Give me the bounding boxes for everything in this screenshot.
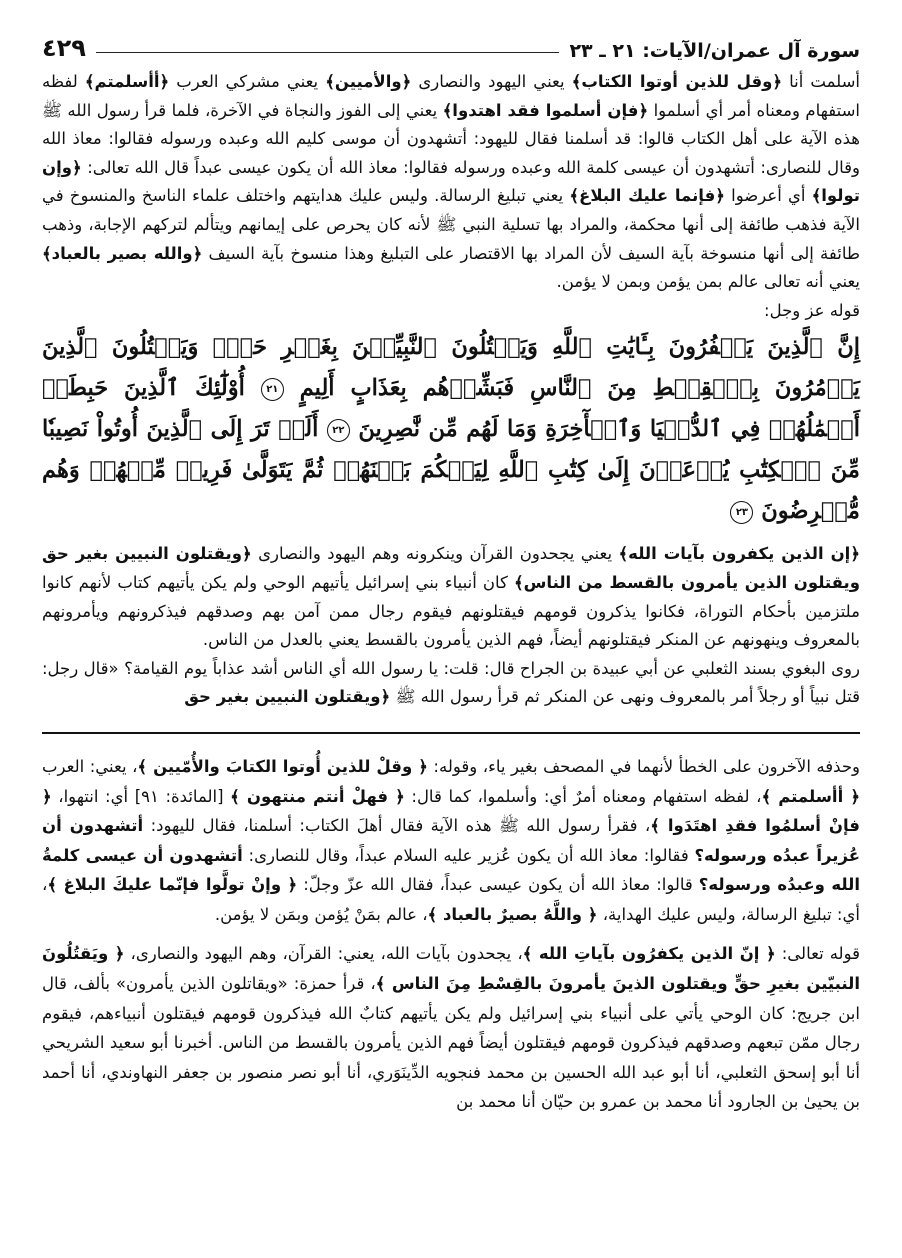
header-rule bbox=[96, 52, 559, 53]
text-run: ، أي: تبليغ الرسالة، وليس عليك الهداية، bbox=[42, 875, 860, 924]
quoted-verse: ﴿ أأسلمتم ﴾ bbox=[761, 786, 860, 806]
footnote-paragraph bbox=[42, 752, 860, 930]
text-run: ، قرأ حمزة: «ويقاتلون الذين يأمرون» بألف، قال ابن جريج: كان الوحي يأتي على أنبياء بني إسرائيل ولم يكن يأتيهم كتابٌ الله فيذكرون قومهم فيقتلون أنبياءهم، فيقوم رجال ممّن تبعهم وصدقهم فيذكرون قومهم فيقتلون أيضاً فهم الذين يأمرون بالقسط من الناس. أخبرنا أبو سعيد الشريحي أنا أبو إسحق الثعلبي، أنا أبو عبد الله الحسين بن محمد فنجويه الدِّينَوَري، أنا أبو نصر منصور بن جعفر النهاوندي، أنا أحمد بن يحيىٰ بن الجارود أنا محمد بن عمرو بن حيّان أنا محمد بن bbox=[42, 974, 860, 1112]
page-header bbox=[42, 22, 860, 62]
text-run: كان أنبياء بني إسرائيل يأتيهم الوحي ولم يكن يأتيهم كتاب لأنهم كانوا ملتزمين بأحكام التوراة، فكانوا يذكرون قومهم فيقتلونهم فيقوم رجال ممن آمن بهم وصدقهم فيذكرونهم ويأمرونهم بالمعروف وينهونهم عن المنكر فيقتلونهم أيضاً، فهم الذين يأمرون بالقسط يعني بالعدل من الناس. bbox=[42, 572, 860, 650]
text-run: أسلمت أنا bbox=[782, 72, 861, 91]
text-run: يعني مشركي العرب bbox=[169, 72, 326, 91]
quoted-verse: ﴿والله بصير بالعباد﴾ bbox=[42, 243, 203, 263]
quoted-verse: ﴿أأسلمتم﴾ bbox=[84, 72, 170, 91]
commentary-paragraph bbox=[42, 540, 860, 654]
quoted-verse: ﴿ إنّ الذين يكفرُون بآياتِ الله ﴾ bbox=[522, 944, 776, 964]
text-run: ، لفظه استفهام ومعناه أمرٌ أي: وأسلموا، كما قال: bbox=[404, 786, 762, 806]
text-run: قوله تعالى: bbox=[775, 944, 860, 964]
quoted-verse: ﴿فإن أسلموا فقد اهتدوا﴾ bbox=[442, 100, 649, 120]
verse-marker-21: ٢١ bbox=[261, 378, 284, 401]
text-run: أي أعرضوا bbox=[724, 186, 812, 206]
commentary-top bbox=[42, 68, 860, 325]
text-run: [المائدة: ٩١] أي: انتهوا، bbox=[51, 786, 231, 806]
verse-22: أُوْلَٰٓئِكَ ٱلَّذِينَ حَبِطَتۡ أَعۡمَٰلُهُمۡ فِي ٱلدُّنۡيَا وَٱلۡأٓخِرَةِ وَمَا لَهُم مِّن نَّٰصِرِينَ bbox=[42, 375, 860, 443]
text-run: وحذفه الآخرون على الخطأ لأنهما في المصحف بغير ياء، وقوله: bbox=[427, 756, 860, 776]
quoted-verse: ﴿ويقتلون النبيين بغير حق bbox=[184, 687, 391, 707]
text-run: يعني إلى الفوز والنجاة في الآخرة، فلما قرأ رسول الله ﷺ هذه الآية على أهل الكتاب قالوا: قد أسلمنا فقال لليهود: أتشهدون أن موسى كليم الله وعبده ورسوله فقالوا: معاذ الله وقال للنصارى: أتشهدون أن عيسى كلمة الله وعبده ورسوله فقالوا: معاذ الله أن يكون عيسى عبداً قال الله تعالى: bbox=[42, 100, 860, 177]
quran-verses bbox=[42, 327, 860, 532]
text-run: يعني تبليغ الرسالة. وليس عليك هدايتهم واختلف علماء الناسخ والمنسوخ في الآية فذهب طائفة إلى أنها محكمة، والمراد بها تسلية النبي ﷺ لأنه كان يحرص على إيمانهم ويتألم لتركهم الإجابة، وذهب طائفة إلى أنها منسوخة بآية السيف لأن المراد بها الاقتصار على التبليغ وهذا منسوخ بآية السيف bbox=[42, 186, 860, 263]
quoted-verse: ﴿ وإنْ تولَّوا فإنّما عليكَ البلاغ ﴾ bbox=[47, 875, 298, 895]
quoted-verse: ﴿ ويَقتُلُونَ النبيّين بغيرِ حقٍّ ويقتلون الذينَ يأمرونَ بالقِسْطِ مِنَ الناس ﴾ bbox=[42, 944, 860, 994]
intro-line: قوله عز وجل: bbox=[764, 300, 860, 320]
quoted-verse: ﴿ وقلْ للذين أُوتوا الكتابَ والأُمّيين ﴾ bbox=[137, 756, 428, 776]
text-run: قالوا: معاذ الله أن يكون عيسى عبداً، فقال الله عزّ وجلّ: bbox=[297, 875, 699, 895]
text-run: يعني يجحدون القرآن وينكرونه وهم اليهود والنصارى bbox=[251, 544, 619, 564]
quoted-verse: ﴿ فإنْ أسلمُوا فقدِ اهتَدَوا ﴾ bbox=[42, 786, 860, 836]
surah-title: سورة آل عمران/الآيات: ٢١ ـ ٢٣ bbox=[569, 40, 860, 62]
quoted-verse: ﴿فإنما عليك البلاغ﴾ bbox=[569, 186, 725, 206]
footnote-section bbox=[42, 752, 860, 1117]
footnote-paragraph bbox=[42, 939, 860, 1117]
quoted-text: أتشهدون أن عيسى كلمةُ الله وعبدُه ورسوله؟ bbox=[42, 845, 860, 895]
quoted-verse: ﴿وإن تولوا﴾ bbox=[42, 157, 860, 206]
text-run: يعني أنه تعالى عالم بمن يؤمن وبمن لا يؤمن. bbox=[556, 272, 860, 292]
footnote-divider bbox=[42, 732, 860, 734]
quoted-verse: ﴿ واللَّهُ بصيرٌ بالعباد ﴾ bbox=[427, 904, 598, 924]
verse-21: إِنَّ ٱلَّذِينَ يَكۡفُرُونَ بِـَٔايَٰتِ ٱللَّهِ وَيَقۡتُلُونَ ٱلنَّبِيِّـۧنَ بِغَيۡرِ حَقّٖ وَيَقۡتُلُونَ ٱلَّذِينَ يَأۡمُرُونَ بِٱلۡقِسۡطِ مِنَ ٱلنَّاسِ فَبَشِّرۡهُم بِعَذَابٍ أَلِيمٍ bbox=[42, 334, 860, 402]
quoted-verse: ﴿وقل للذين أوتوا الكتاب﴾ bbox=[571, 72, 783, 91]
quoted-text: أتشهدون أن عُزيراً عبدُه ورسوله؟ bbox=[42, 816, 860, 865]
commentary-paragraph bbox=[42, 655, 860, 712]
text-run: روى البغوي بسند الثعلبي عن أبي عبيدة بن الجراح قال: قلت: يا رسول الله أي الناس أشد عذاباً يوم القيامة؟ «قال رجل: قتل نبياً أو رجلاً أمر بالمعروف ونهى عن المنكر ثم قرأ رسول الله ﷺ bbox=[42, 658, 860, 707]
quoted-verse: ﴿ويقتلون النبيين بغير حق ويقتلون الذين يأمرون بالقسط من الناس﴾ bbox=[42, 544, 860, 592]
book-page bbox=[42, 22, 860, 1117]
text-run: ، فقرأ رسول الله ﷺ هذه الآية فقال أهلَ الكتاب: أسلمنا، فقال لليهود: bbox=[143, 816, 651, 836]
text-run: ، يجحدون بآيات الله، يعني: القرآن، وهم اليهود والنصارى، bbox=[124, 944, 523, 964]
quoted-verse: ﴿والأميين﴾ bbox=[325, 72, 412, 91]
text-run: ، عالم بمَنْ يُؤمن وبمَن لا يؤمن. bbox=[214, 904, 428, 924]
commentary-middle bbox=[42, 540, 860, 712]
quoted-verse: ﴿ فهلْ أنتم منتهون ﴾ bbox=[230, 786, 405, 806]
verse-marker-23: ٢٣ bbox=[730, 501, 753, 524]
text-run: لفظه استفهام ومعناه أمر أي أسلموا bbox=[42, 72, 860, 120]
text-run: يعني اليهود والنصارى bbox=[411, 72, 572, 91]
verse-23: أَلَمۡ تَرَ إِلَى ٱلَّذِينَ أُوتُواْ نَصِيبٗا مِّنَ ٱلۡكِتَٰبِ يُدۡعَوۡنَ إِلَىٰ كِتَٰبِ ٱللَّهِ لِيَحۡكُمَ بَيۡنَهُمۡ ثُمَّ يَتَوَلَّىٰ فَرِيقٞ مِّنۡهُمۡ وَهُم مُّعۡرِضُونَ bbox=[42, 416, 860, 525]
quoted-verse: ﴿إن الذين يكفرون بآيات الله﴾ bbox=[618, 544, 860, 564]
page-number: ٤٢٩ bbox=[42, 34, 86, 62]
text-run: ، يعني: العرب bbox=[42, 756, 138, 776]
verse-marker-22: ٢٢ bbox=[327, 419, 350, 442]
text-run: فقالوا: معاذ الله أن يكون عُزير عليه السلام عبداً، وقال للنصارى: bbox=[242, 845, 695, 865]
commentary-paragraph bbox=[42, 68, 860, 297]
